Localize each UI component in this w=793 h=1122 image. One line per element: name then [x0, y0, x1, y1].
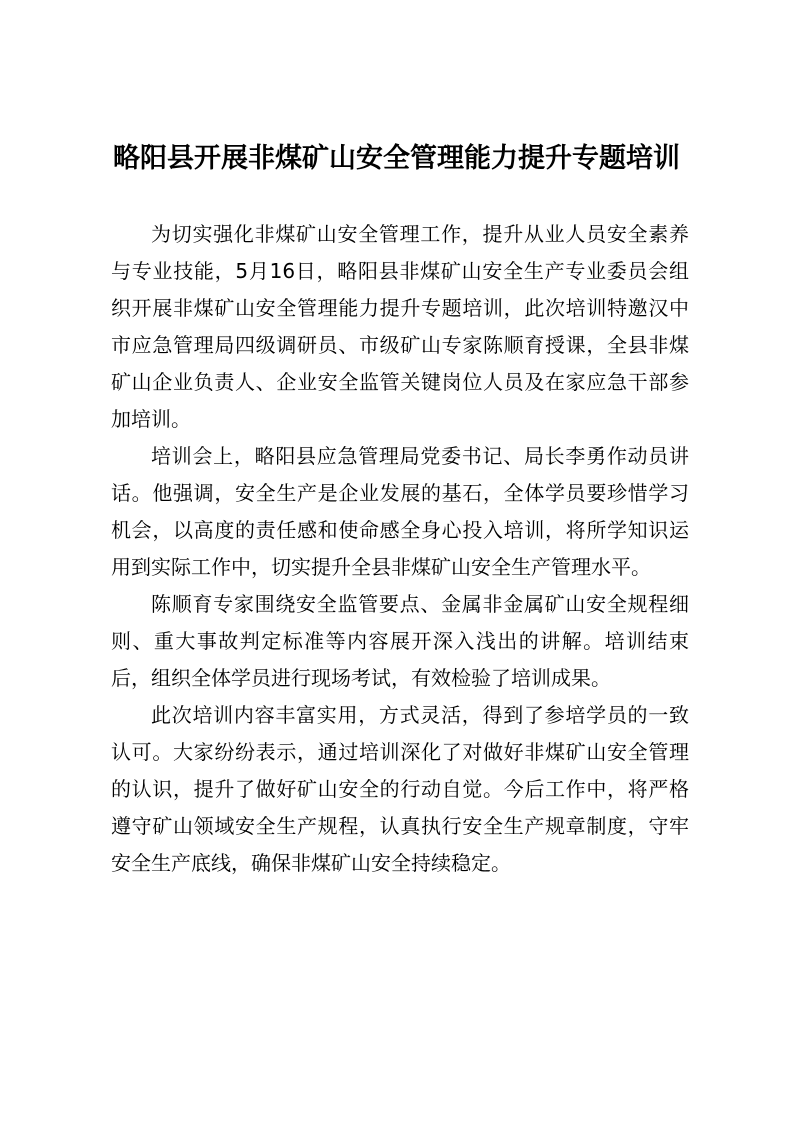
- document-title: 略阳县开展非煤矿山安全管理能力提升专题培训: [113, 143, 680, 174]
- paragraph-3: 陈顺育专家围绕安全监管要点、金属非金属矿山安全规程细则、重大事故判定标准等内容展开深入浅出的讲解。培训结束后，组织全体学员进行现场考试，有效检验了培训成果。: [111, 592, 689, 690]
- paragraph-1: 为切实强化非煤矿山安全管理工作，提升从业人员安全素养与专业技能，5月16日，略阳县非煤矿山安全生产专业委员会组织开展非煤矿山安全管理能力提升专题培训，此次培训特邀汉中市应急管理局四级调研员、市级矿山专家陈顺育授课，全县非煤矿山企业负责人、企业安全监管关键岗位人员及在家应急干部参加培训。: [111, 222, 689, 431]
- document-body: [111, 216, 689, 882]
- paragraph-4: 此次培训内容丰富实用，方式灵活，得到了参培学员的一致认可。大家纷纷表示，通过培训深化了对做好非煤矿山安全管理的认识，提升了做好矿山安全的行动自觉。今后工作中，将严格遵守矿山领域安全生产规程，认真执行安全生产规章制度，守牢安全生产底线，确保非煤矿山安全持续稳定。: [111, 703, 689, 875]
- paragraph-2: 培训会上，略阳县应急管理局党委书记、局长李勇作动员讲话。他强调，安全生产是企业发展的基石，全体学员要珍惜学习机会，以高度的责任感和使命感全身心投入培训，将所学知识运用到实际工作中，切实提升全县非煤矿山安全生产管理水平。: [111, 444, 689, 579]
